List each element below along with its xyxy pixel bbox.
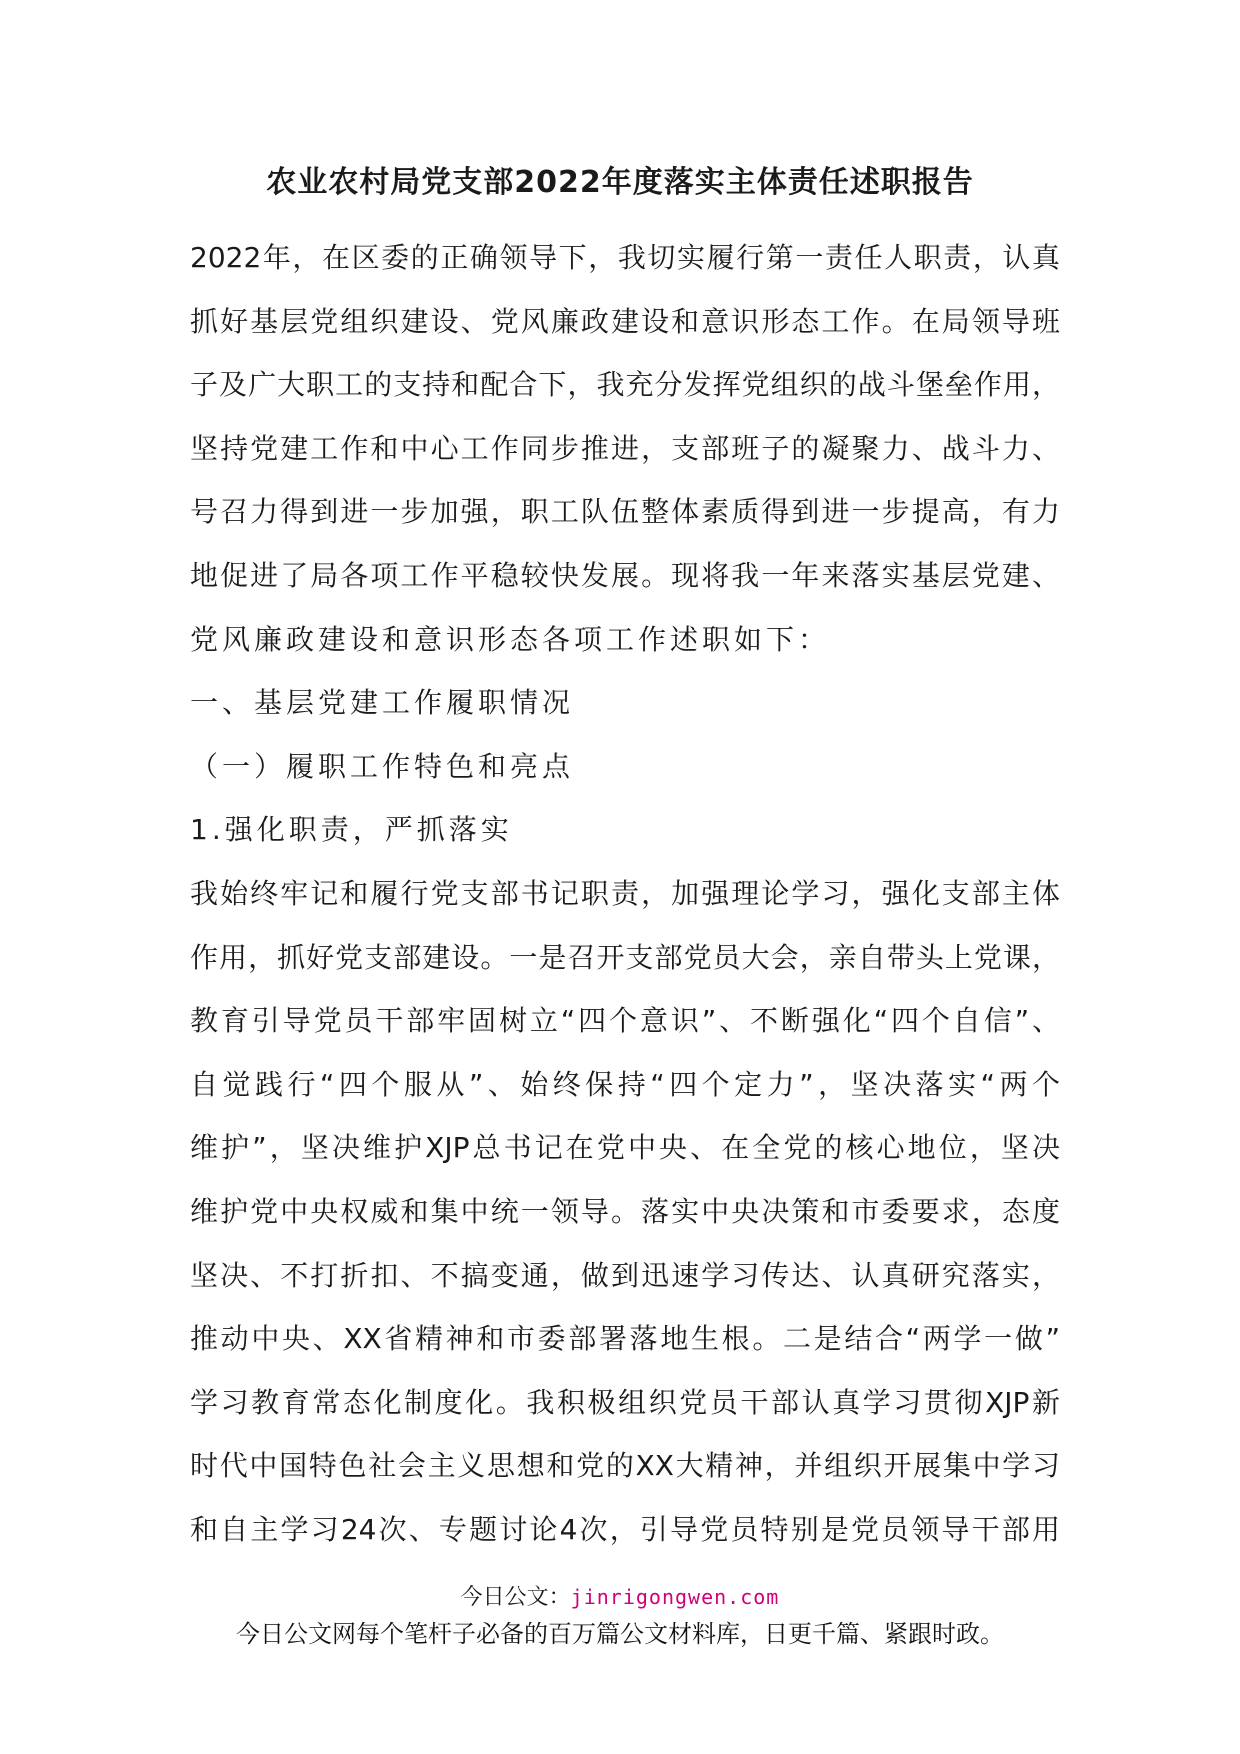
body-line: 党风廉政建设和意识形态各项工作述职如下： [190,622,831,656]
footer-site [0,1582,1240,1613]
footer-slogan: 今日公文网每个笔杆子必备的百万篇公文材料库，日更千篇、紧跟时政。 [236,1620,1004,1648]
body-line: 维护”，坚决维护XJP总书记在党中央、在全党的核心地位，坚决 [190,1131,1060,1165]
section-heading: 一、基层党建工作履职情况 [190,686,575,720]
footer-site-label: 今日公文： [460,1585,571,1610]
body-line: 教育引导党员干部牢固树立“四个意识”、不断强化“四个自信”、 [190,1004,1060,1038]
document-body [190,226,1060,1561]
body-line: 号召力得到进一步加强，职工队伍整体素质得到进一步提高，有力 [190,495,1060,529]
body-line: 抓好基层党组织建设、党风廉政建设和意识形态工作。在局领导班 [190,304,1060,338]
body-line: 地促进了局各项工作平稳较快发展。现将我一年来落实基层党建、 [190,558,1060,592]
body-line: 时代中国特色社会主义思想和党的XX大精神，并组织开展集中学习 [190,1449,1060,1483]
item-heading: 1.强化职责，严抓落实 [190,813,513,847]
body-line: 2022年，在区委的正确领导下，我切实履行第一责任人职责，认真 [190,241,1060,274]
body-line: 坚决、不打折扣、不搞变通，做到迅速学习传达、认真研究落实， [190,1258,1060,1292]
body-line: 自觉践行“四个服从”、始终保持“四个定力”，坚决落实“两个 [190,1067,1060,1101]
document-title: 农业农村局党支部2022年度落实主体责任述职报告 [266,165,974,200]
subsection-heading: （一）履职工作特色和亮点 [190,749,575,783]
body-line: 推动中央、XX省精神和市委部署落地生根。二是结合“两学一做” [190,1322,1060,1356]
body-line: 维护党中央权威和集中统一领导。落实中央决策和市委要求，态度 [190,1194,1060,1228]
body-line: 我始终牢记和履行党支部书记职责，加强理论学习，强化支部主体 [190,876,1060,910]
body-line: 学习教育常态化制度化。我积极组织党员干部认真学习贯彻XJP新 [190,1385,1060,1419]
body-line: 坚持党建工作和中心工作同步推进，支部班子的凝聚力、战斗力、 [190,431,1060,465]
footer-site-link[interactable]: jinrigongwen.com [570,1585,780,1609]
body-line: 子及广大职工的支持和配合下，我充分发挥党组织的战斗堡垒作用， [190,368,1060,402]
body-line: 和自主学习24次、专题讨论4次，引导党员特别是党员领导干部用 [190,1512,1060,1546]
body-line: 作用，抓好党支部建设。一是召开支部党员大会，亲自带头上党课， [190,940,1060,974]
